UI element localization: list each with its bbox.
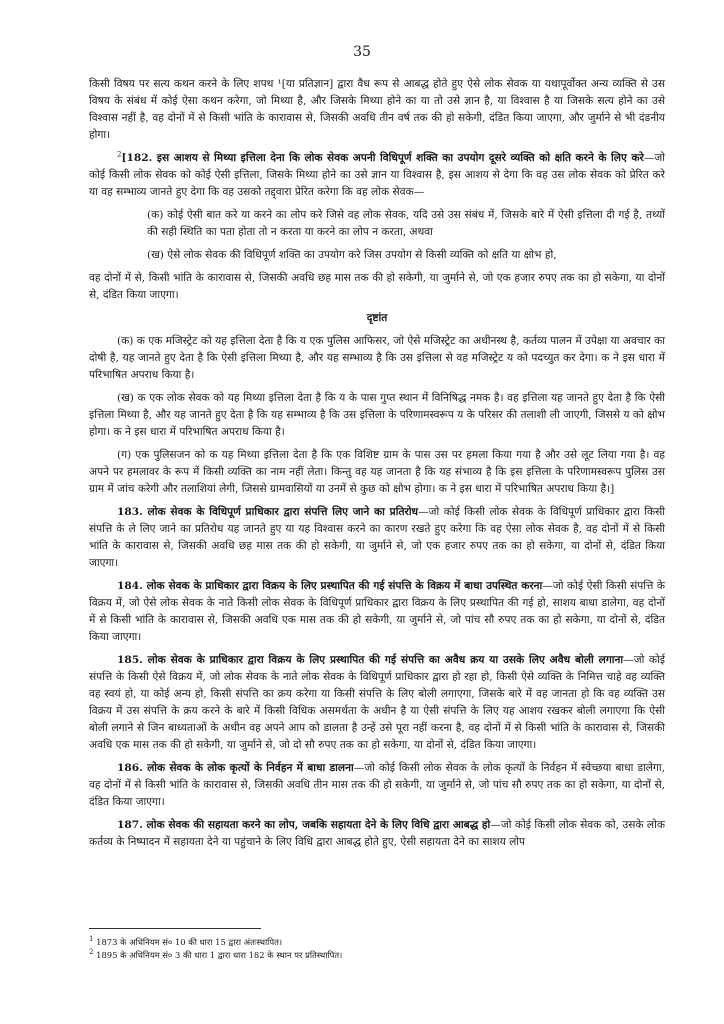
footnote-mark: 2 xyxy=(89,948,94,957)
section-186-paragraph xyxy=(89,760,665,811)
section-184-heading: 184. लोक सेवक के प्राधिकार द्वारा विक्रय के लिए प्रस्थापित की गई संपत्ति के विक्रय में बाधा उपस्थित करना xyxy=(117,580,543,592)
section-184-body: —जो कोई ऐसी किसी संपत्ति के विक्रय में, जो ऐसे लोक सेवक के नाते किसी लोक सेवक के विधिपूर्ण प्राधिकार द्वारा विक्रय के लिए प्रस्थापित की गई हो, साशय बाधा डालेगा, वह दोनों में से किसी भांति के कारावास से, जिसकी अवधि एक मास तक की हो सकेगी, या जुर्माने से, जो पांच सौ रुपए तक का हो सकेगा, या दोनों से, दंडित किया जाएगा। xyxy=(89,580,665,643)
section-182-clause-b: (ख) ऐसे लोक सेवक की विधिपूर्ण शक्ति का उपयोग करे जिस उपयोग से किसी व्यक्ति को क्षति या क्षोभ हो, xyxy=(147,249,557,261)
section-182-paragraph xyxy=(89,150,665,201)
illustrations-heading: दृष्टांत xyxy=(366,312,388,324)
section-185-body: —जो कोई संपत्ति के किसी ऐसे विक्रय में, जो लोक सेवक के नाते लोक सेवक के विधिपूर्ण प्राधिकार द्वारा हो रहा हो, किसी ऐसे व्यक्ति के निमित्त चाहे वह व्यक्ति वह स्वयं हो, या कोई अन्य हो, किसी संपत्ति का क्रय करेगा या किसी संपत्ति के लिए बोली लगाएगा, जिसके बारे में वह जानता हो कि वह व्यक्ति उस विक्रय में उस संपत्ति के क्रय करने के बारे में किसी विधिक असमर्थता के अधीन है या ऐसी संपत्ति के लिए यह आशय रखकर बोली लगाएगा कि ऐसी बोली लगाने से जिन बाध्यताओं के अधीन वह अपने आप को डालता है उन्हें उसे पूरा नहीं करना है, वह दोनों में से किसी भांति के कारावास से, जिसकी अवधि एक मास तक की हो सकेगी, या जुर्माने से, जो दो सौ रुपए तक का हो सकेगा, या दोनों से, दंडित किया जाएगा। xyxy=(89,654,665,751)
footnote-1 xyxy=(89,936,689,948)
section-182-heading: [182. इस आशय से मिथ्या इत्तिला देना कि लोक सेवक अपनी विधिपूर्ण शक्ति का उपयोग दूसरे व्यक्ति को क्षति करने के लिए करे xyxy=(121,152,644,164)
section-183-paragraph xyxy=(89,504,665,572)
section-186-body: —जो कोई किसी लोक सेवक के लोक कृत्यों के निर्वहन में स्वेच्छया बाधा डालेगा, वह दोनों में से किसी भांति के कारावास से, जिसकी अवधि तीन मास तक की हो सकेगी, या जुर्माने से, जो पांच सौ रुपए तक का हो सकेगा, या दोनों से, दंडित किया जाएगा। xyxy=(89,762,665,808)
section-186-heading: 186. लोक सेवक के लोक कृत्यों के निर्वहन में बाधा डालना xyxy=(117,762,354,774)
section-181-tail: किसी विषय पर सत्य कथन करने के लिए शपथ ¹[या प्रतिज्ञान] द्वारा वैध रूप से आबद्ध होते हुए ऐसे लोक सेवक या यथापूर्वोक्त अन्य व्यक्ति से उस विषय के संबंध में कोई ऐसा कथन करेगा, जो मिथ्या है, और जिसके मिथ्या होने का या तो उसे ज्ञान है, या विश्वास है या जिसके सत्य होने का उसे विश्वास नहीं है, वह दोनों में से किसी भांति के कारावास से, जिसकी अवधि तीन वर्ष तक की हो सकेगी, दंडित किया जाएगा, और जुर्माने से भी दंडनीय होगा। xyxy=(89,78,665,141)
illustration-c: (ग) एक पुलिसजन को क यह मिथ्या इत्तिला देता है कि एक विशिष्ट ग्राम के पास उस पर हमला किया गया है और उसे लूट लिया गया है। वह अपने पर हमलावर के रूप में किसी व्यक्ति का नाम नहीं लेता। किन्तु वह यह जानता है कि यह संभाव्य है कि इस इत्तिला के परिणामस्वरूप पुलिस उस ग्राम में जांच करेगी और तलाशियां लेगी, जिससे ग्रामवासियों या उनमें से कुछ को क्षोभ होगा। क ने इस धारा में परिभाषित अपराध किया है।] xyxy=(89,449,665,495)
section-182-body: —जो कोई किसी लोक सेवक को कोई ऐसी इत्तिला, जिसके मिथ्या होने का उसे ज्ञान या विश्वास है, इस आशय से देगा कि वह उस लोक सेवक को प्रेरित करे या वह सम्भाव्य जानते हुए देगा कि वह उसको तद्द्वारा प्रेरित करेगा कि वह लोक सेवक— xyxy=(89,152,665,198)
section-187-heading: 187. लोक सेवक की सहायता करने का लोप, जबकि सहायता देने के लिए विधि द्वारा आबद्ध हो xyxy=(117,819,491,831)
footnote-2 xyxy=(89,949,689,961)
section-187-paragraph xyxy=(89,817,665,851)
page-content xyxy=(89,76,665,857)
footnote-ref: 2 xyxy=(117,150,122,159)
page-number: 35 xyxy=(353,44,371,60)
illustration-a: (क) क एक मजिस्ट्रेट को यह इत्तिला देता है कि य एक पुलिस आफिसर, जो ऐसे मजिस्ट्रेट का अधीनस्थ है, कर्तव्य पालन में उपेक्षा या अवचार का दोषी है, यह जानते हुए देता है कि ऐसी इत्तिला मिथ्या है, और यह सम्भाव्य है कि उस इत्तिला से वह मजिस्ट्रेट य को पदच्युत कर देगा। क ने इस धारा में परिभाषित अपराध किया है। xyxy=(89,335,665,381)
section-183-heading: 183. लोक सेवक के विधिपूर्ण प्राधिकार द्वारा संपत्ति लिए जाने का प्रतिरोध xyxy=(117,506,419,518)
section-183-body: —जो कोई किसी लोक सेवक के विधिपूर्ण प्राधिकार द्वारा किसी संपत्ति के ले लिए जाने का प्रतिरोध यह जानते हुए या यह विश्वास करने का कारण रखते हुए करेगा कि वह ऐसा लोक सेवक है, वह दोनों में से किसी भांति के कारावास से, जिसकी अवधि छह मास तक की हो सकेगी, या जुर्माने से, जो एक हजार रुपए तक का हो सकेगा, या दोनों से, दंडित किया जाएगा। xyxy=(89,506,665,569)
section-182-penalty: वह दोनों में से, किसी भांति के कारावास से, जिसकी अवधि छह मास तक की हो सकेगी, या जुर्माने से, जो एक हजार रुपए तक का हो सकेगा, या दोनों से, दंडित किया जाएगा। xyxy=(89,272,665,301)
footnote-text: 1895 के अधिनियम सं० 3 की धारा 1 द्वारा धारा 182 के स्थान पर प्रतिस्थापित। xyxy=(96,950,343,960)
illustration-b: (ख) क एक लोक सेवक को यह मिथ्या इत्तिला देता है कि य के पास गुप्त स्थान में विनिषिद्ध नमक है। वह इत्तिला यह जानते हुए देता है कि ऐसी इत्तिला मिथ्या है, और यह जानते हुए देता है कि यह सम्भाव्य है कि उस इत्तिला के परिणामस्वरूप य के परिसर की तलाशी ली जाएगी, जिससे य को क्षोभ होगा। क ने इस धारा में परिभाषित अपराध किया है। xyxy=(89,392,665,438)
section-187-body: —जो कोई किसी लोक सेवक को, उसके लोक कर्तव्य के निष्पादन में सहायता देने या पहुंचाने के लिए विधि द्वारा आबद्ध होते हुए, ऐसी सहायता देने का साशय लोप xyxy=(89,819,665,848)
section-184-paragraph xyxy=(89,578,665,646)
footnote-divider xyxy=(89,928,261,929)
section-185-paragraph xyxy=(89,652,665,754)
footnote-mark: 1 xyxy=(89,935,94,944)
section-185-heading: 185. लोक सेवक के प्राधिकार द्वारा विक्रय के लिए प्रस्थापित की गई संपत्ति का अवैध क्रय या उसके लिए अवैध बोली लगाना xyxy=(117,654,624,666)
footnote-text: 1873 के अधिनियम सं० 10 की धारा 15 द्वारा अंतःस्थापित। xyxy=(96,937,283,947)
section-182-clause-a: (क) कोई ऐसी बात करे या करने का लोप करे जिसे वह लोक सेवक, यदि उसे उस संबंध में, जिसके बारे में ऐसी इत्तिला दी गई है, तथ्यों की सही स्थिति का पता होता तो न करता या करने का लोप न करता, अथवा xyxy=(147,209,665,238)
